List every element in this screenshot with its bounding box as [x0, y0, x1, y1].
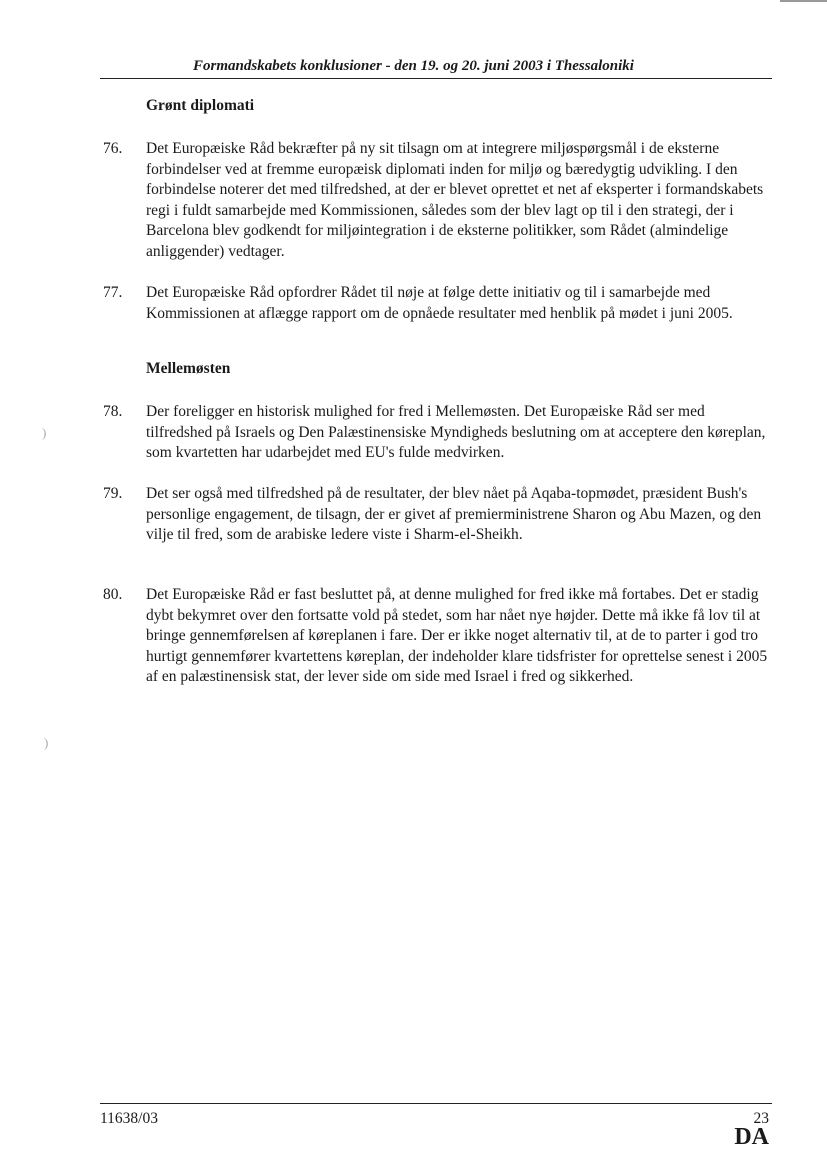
paragraph-text: Det Europæiske Råd bekræfter på ny sit tilsagn om at integrere miljøspørgsmål i de eksterne forbindelser ved at fremme europæisk diplomati inden for miljø og bæredygtig udvikling. I den forbindelse noterer det med tilfredshed, at der er blevet oprettet et net af eksperter i formandskabets regi i fuldt samarbejde med Kommissionen, således som der blev lagt op til i den strategi, der i Barcelona blev godkendt for miljøintegration i de eksterne politikker, som Rådet (almindelige anliggender) vedtager.: [146, 140, 764, 260]
paragraph-text: Det Europæiske Råd opfordrer Rådet til nøje at følge dette initiativ og til i samarbejde med Kommissionen at aflægge rapport om de opnåede resultater med henblik på mødet i juni 2005.: [146, 284, 733, 322]
paragraph-77: [103, 283, 773, 324]
paragraph-79: [103, 484, 773, 546]
scan-margin-mark: ): [42, 425, 47, 440]
paragraph-text: Der foreligger en historisk mulighed for fred i Mellemøsten. Det Europæiske Råd ser med tilfredshed på Israels og Den Palæstinensiske Myndigheds beslutning om at acceptere den køreplan, som kvartetten har udarbejdet med EU's fulde medvirken.: [146, 403, 766, 461]
paragraph-number: 77.: [103, 284, 123, 301]
section-heading-green-diplomacy: Grønt diplomati: [146, 97, 255, 114]
paragraph-number: 80.: [103, 586, 123, 603]
header-divider: [100, 78, 772, 79]
paragraph-number: 79.: [103, 485, 123, 502]
paragraph-number: 76.: [103, 140, 123, 157]
footer-divider: [100, 1103, 772, 1104]
paragraph-76: [103, 139, 773, 262]
paragraph-80: [103, 585, 773, 688]
page-header-title: Formandskabets konklusioner - den 19. og 20. juni 2003 i Thessaloniki: [193, 58, 634, 74]
scan-top-rule: [780, 0, 827, 2]
paragraph-78: [103, 402, 773, 464]
paragraph-number: 78.: [103, 403, 123, 420]
language-code: DA: [734, 1124, 769, 1150]
document-reference: 11638/03: [100, 1110, 158, 1127]
page-number: 23: [753, 1110, 769, 1127]
paragraph-text: Det ser også med tilfredshed på de resultater, der blev nået på Aqaba-topmødet, præsident Bush's personlige engagement, de tilsagn, der er givet af premierministrene Sharon og Abu Mazen, og den vilje til fred, som de arabiske ledere viste i Sharm-el-Sheikh.: [146, 485, 762, 543]
section-heading-middle-east: Mellemøsten: [146, 360, 231, 377]
scan-margin-mark: ): [44, 735, 49, 750]
paragraph-text: Det Europæiske Råd er fast besluttet på, at denne mulighed for fred ikke må fortabes. Det er stadig dybt bekymret over den fortsatte vold på stedet, som har nået nye højder. Dette må ikke få lov til at bringe gennemførelsen af køreplanen i fare. Der er ikke noget alternativ til, at de to parter i god tro hurtigt gennemfører kvartettens køreplan, der indeholder klare tidsfrister for oprettelse senest i 2005 af en palæstinensisk stat, der lever side om side med Israel i fred og sikkerhed.: [146, 586, 768, 685]
